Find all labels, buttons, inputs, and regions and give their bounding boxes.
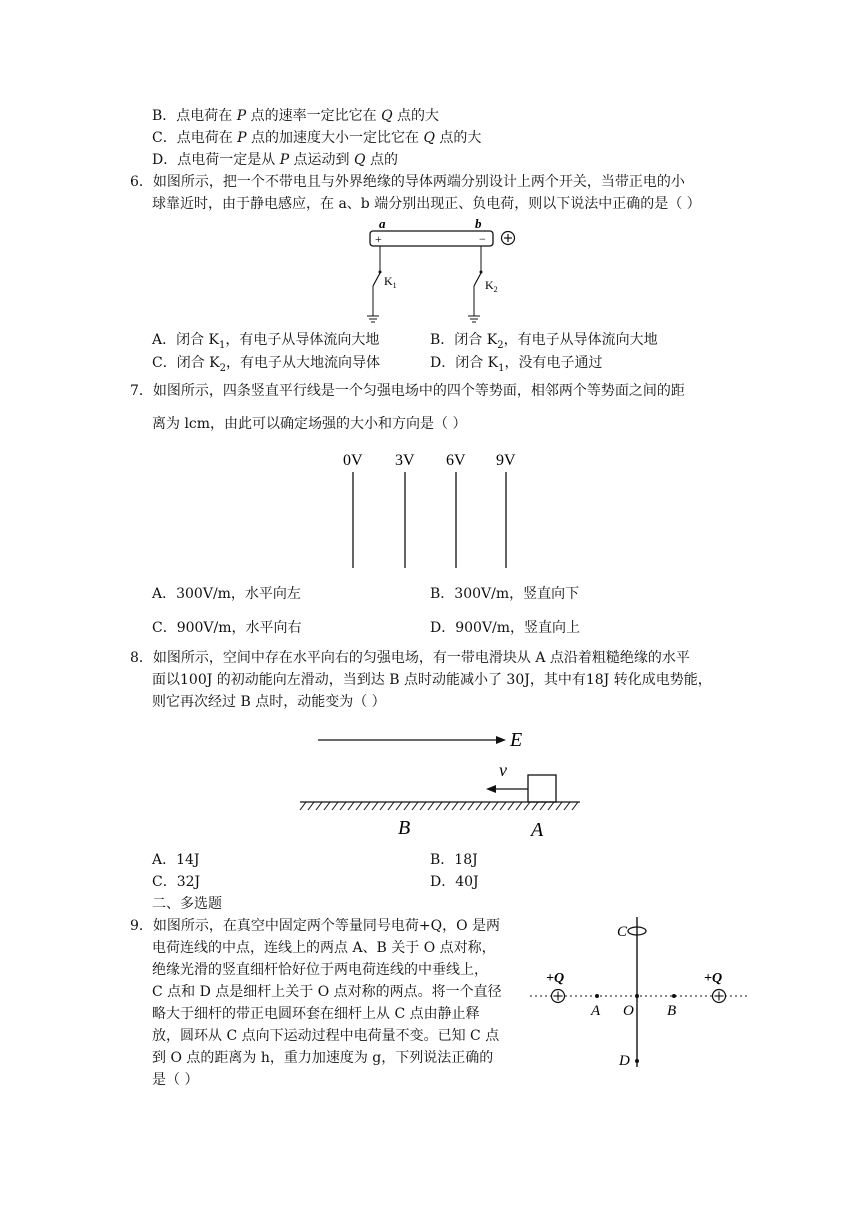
q9-stem-line3: 绝缘光滑的竖直细杆恰好位于两电荷连线的中垂线上，	[152, 962, 488, 978]
slider-block	[528, 775, 556, 802]
minus-charge-b: −	[479, 232, 486, 246]
q6-option-c: C．闭合 $K_2$，有电子从大地流向导体	[152, 355, 380, 374]
q7-option-a: A．300V/m，水平向左	[152, 586, 301, 602]
label-6v: 6V	[446, 452, 466, 469]
label-o: O	[623, 1003, 634, 1019]
q8-stem-line2: 面以100J 的初动能向左滑动，当到达 B 点时动能减小了 30J，其中有18J 转化成电势能，	[152, 672, 712, 688]
q6-option-b: B．闭合 $K_2$，有电子从导体流向大地	[430, 332, 658, 351]
label-a: A	[531, 819, 544, 841]
point-b	[672, 994, 676, 998]
ground-hatch	[300, 802, 578, 810]
q5-option-c: C．点电荷在 P 点的加速度大小一定比它在 Q 点的大	[152, 130, 482, 146]
q9-stem-line4: C 点和 D 点是细杆上关于 O 点对称的两点。将一个直径	[152, 984, 502, 1000]
label-b: B	[398, 817, 411, 839]
q8-option-d: D．40J	[430, 874, 479, 890]
conductor-bar	[370, 231, 493, 246]
switch-k1	[373, 273, 380, 286]
q8-stem-line3: 则它再次经过 B 点时，动能变为（ ）	[152, 694, 386, 710]
q6-stem-line1: 6．如图所示，把一个不带电且与外界绝缘的导体两端分别设计上两个开关，当带正电的小	[130, 174, 685, 190]
point-o	[635, 994, 639, 998]
q7-stem-line1: 7．如图所示，四条竖直平行线是一个匀强电场中的四个等势面，相邻两个等势面之间的距	[130, 383, 685, 399]
label-v: v	[499, 760, 507, 780]
label-a: A	[591, 1003, 601, 1019]
label-q-left: +Q	[546, 971, 565, 986]
q6-conductor-figure	[360, 216, 530, 328]
switch-k2	[474, 273, 481, 286]
q9-stem-line2: 电荷连线的中点，连线上的两点 A、B 关于 O 点对称，	[152, 940, 496, 956]
q7-stem-line2: 离为 lcm，由此可以确定场强的大小和方向是（ ）	[152, 416, 467, 432]
q9-stem-line7: 到 O 点的距离为 h，重力加速度为 g，下列说法正确的	[152, 1050, 494, 1066]
label-c: C	[617, 924, 628, 940]
q8-stem-line1: 8．如图所示，空间中存在水平向右的匀强电场，有一带电滑块从 A 点沿着粗糙绝缘的水平	[130, 650, 690, 666]
q9-stem-line6: 放，圆环从 C 点向下运动过程中电荷量不变。已知 C 点	[152, 1028, 500, 1044]
q7-equipotential-figure	[335, 448, 525, 573]
q6-option-a: A．闭合 $K_1$，有电子从导体流向大地	[152, 332, 380, 351]
label-3v: 3V	[395, 452, 415, 469]
label-e: E	[510, 729, 523, 751]
q8-slider-figure	[296, 722, 586, 842]
q7-option-d: D．900V/m，竖直向上	[430, 620, 581, 636]
q6-option-d: D．闭合 $K_1$，没有电子通过	[430, 355, 603, 374]
q8-option-b: B．18J	[430, 852, 478, 868]
q8-option-a: A．14J	[152, 852, 200, 868]
label-b: B	[667, 1003, 677, 1019]
q9-stem-line5: 略大于细杆的带正电圆环套在细杆上从 C 点由静止释	[152, 1006, 480, 1022]
label-a: a	[379, 216, 386, 231]
q9-charges-rod-figure	[528, 912, 750, 1072]
label-9v: 9V	[496, 452, 516, 469]
q6-stem-line2: 球靠近时，由于静电感应，在 a、b 端分别出现正、负电荷，则以下说法中正确的是（ ）	[152, 196, 701, 212]
label-b: b	[475, 216, 482, 231]
plus-charge-a: +	[375, 232, 382, 246]
q8-option-c: C．32J	[152, 874, 201, 890]
q7-option-b: B．300V/m，竖直向下	[430, 586, 580, 602]
q5-option-d: D．点电荷一定是从 P 点运动到 Q 点的	[152, 152, 398, 168]
point-d	[635, 1059, 639, 1063]
point-a	[595, 994, 599, 998]
q9-stem-line1: 9．如图所示，在真空中固定两个等量同号电荷+Q，O 是两	[130, 918, 501, 934]
q5-option-b: B．点电荷在 P 点的速率一定比它在 Q 点的大	[152, 108, 440, 124]
label-0v: 0V	[343, 452, 363, 469]
k1-label: $K_1$	[384, 274, 397, 290]
label-q-right: +Q	[704, 971, 723, 986]
k2-label: $K_2$	[485, 278, 498, 294]
section-heading-multiple-choice: 二、多选题	[152, 896, 222, 912]
q7-option-c: C．900V/m，水平向右	[152, 620, 302, 636]
label-d: D	[619, 1053, 630, 1069]
q9-stem-line8: 是（ ）	[152, 1072, 199, 1088]
